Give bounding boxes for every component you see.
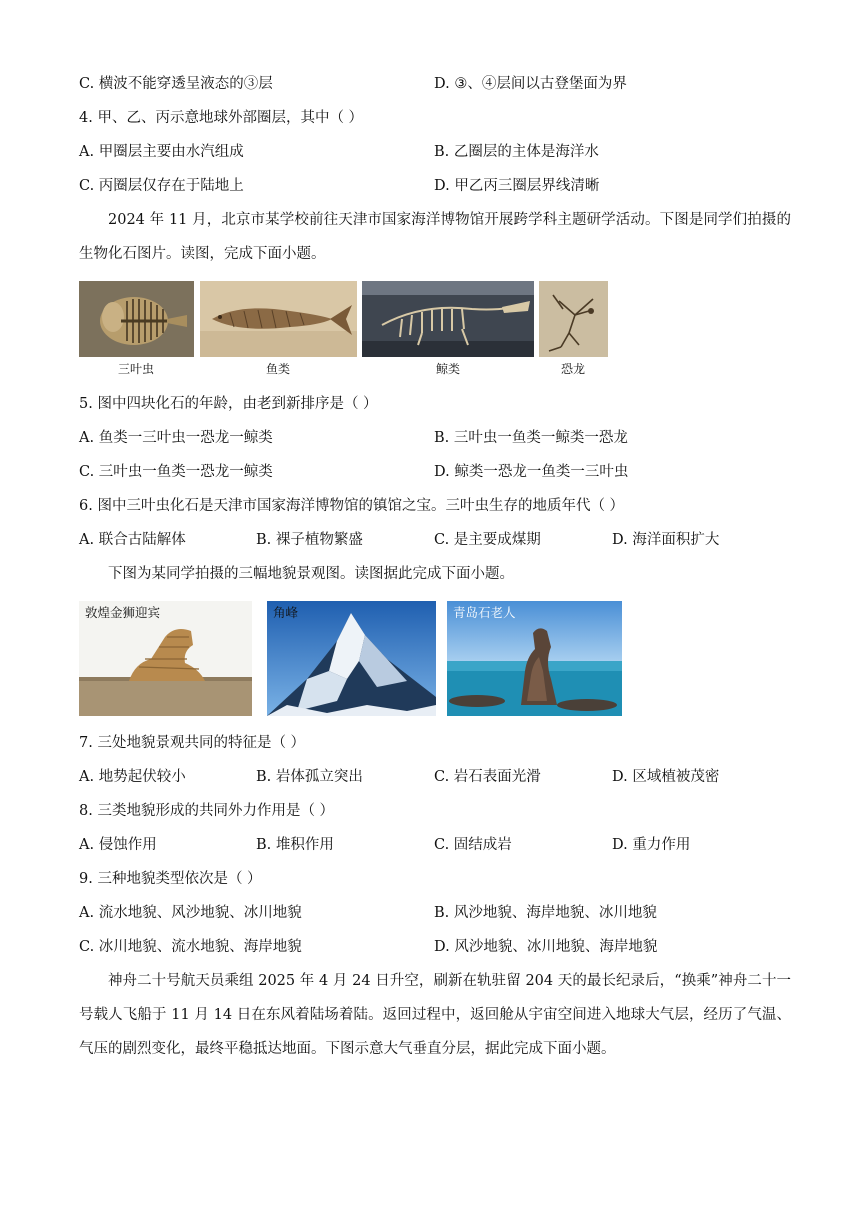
dinosaur-fossil-image	[539, 281, 608, 357]
qingdao-landform-image	[447, 601, 622, 716]
q6-option-a: A. 联合古陆解体	[79, 532, 186, 548]
intro-shenzhou-paragraph	[79, 964, 791, 1066]
q7-option-a: A. 地势起伏较小	[79, 769, 186, 785]
q6-option-c: C. 是主要成煤期	[434, 532, 541, 548]
fish-caption: 鱼类	[265, 362, 290, 376]
q3-option-d: D. ③、④层间以古登堡面为界	[434, 76, 627, 92]
intro-landform-paragraph	[79, 557, 791, 591]
dunhuang-landform-image	[79, 601, 252, 716]
whale-caption: 鲸类	[435, 362, 460, 376]
q3-option-c: C. 横波不能穿透呈液态的③层	[79, 76, 273, 92]
q8-option-b: B. 堆积作用	[256, 837, 334, 853]
q9-option-a: A. 流水地貌、风沙地貌、冰川地貌	[79, 905, 302, 921]
q5-stem: 5. 图中四块化石的年龄，由老到新排序是（ ）	[79, 396, 378, 412]
q5-option-d: D. 鲸类一恐龙一鱼类一三叶虫	[434, 464, 629, 480]
intro-fossil-paragraph	[79, 203, 791, 271]
intro-fossil-text: 2024 年 11 月，北京市某学校前往天津市国家海洋博物馆开展跨学科主题研学活动。下图是同学们拍摄的生物化石图片。读图，完成下面小题。	[79, 212, 791, 262]
q5-option-c: C. 三叶虫一鱼类一恐龙一鲸类	[79, 464, 273, 480]
horn-peak-image	[267, 601, 436, 716]
qingdao-label: 青岛石老人	[453, 605, 516, 620]
q4-option-a: A. 甲圈层主要由水汽组成	[79, 144, 244, 160]
q8-option-c: C. 固结成岩	[434, 837, 512, 853]
intro-landform-text: 下图为某同学拍摄的三幅地貌景观图。读图据此完成下面小题。	[108, 566, 514, 582]
q9-option-c: C. 冰川地貌、流水地貌、海岸地貌	[79, 939, 302, 955]
q9-option-d: D. 风沙地貌、冰川地貌、海岸地貌	[434, 939, 658, 955]
q6-option-b: B. 裸子植物繁盛	[256, 532, 363, 548]
q5-option-a: A. 鱼类一三叶虫一恐龙一鲸类	[79, 430, 273, 446]
horn-peak-label: 角峰	[273, 605, 299, 620]
fish-fossil-image	[200, 281, 357, 357]
q4-option-d: D. 甲乙丙三圈层界线清晰	[434, 178, 600, 194]
dunhuang-label: 敦煌金狮迎宾	[85, 605, 161, 620]
q7-option-b: B. 岩体孤立突出	[256, 769, 363, 785]
q8-option-a: A. 侵蚀作用	[79, 837, 157, 853]
q8-stem: 8. 三类地貌形成的共同外力作用是（ ）	[79, 803, 335, 819]
q6-option-d: D. 海洋面积扩大	[612, 532, 720, 548]
q7-option-c: C. 岩石表面光滑	[434, 769, 541, 785]
intro-shenzhou-text: 神舟二十号航天员乘组 2025 年 4 月 24 日升空，刷新在轨驻留 204 天的最长纪录后，“换乘”神舟二十一号载人飞船于 11 月 14 日在东风着陆场着陆。返回过程中，返回舱从宇宙空间进入地球大气层，经历了气温、气压的剧烈变化，最终平稳抵达地面。下图示意大气垂直分层，据此完成下面小题。	[79, 973, 791, 1057]
q7-stem: 7. 三处地貌景观共同的特征是（ ）	[79, 735, 306, 751]
q9-option-b: B. 风沙地貌、海岸地貌、冰川地貌	[434, 905, 657, 921]
q4-option-c: C. 丙圈层仅存在于陆地上	[79, 178, 244, 194]
q4-stem: 4. 甲、乙、丙示意地球外部圈层，其中（ ）	[79, 110, 364, 126]
q8-option-d: D. 重力作用	[612, 837, 691, 853]
q6-stem: 6. 图中三叶虫化石是天津市国家海洋博物馆的镇馆之宝。三叶虫生存的地质年代（ ）	[79, 498, 625, 514]
q7-option-d: D. 区域植被茂密	[612, 769, 720, 785]
whale-fossil-image	[362, 281, 534, 357]
q4-option-b: B. 乙圈层的主体是海洋水	[434, 144, 599, 160]
dinosaur-caption: 恐龙	[560, 362, 585, 376]
trilobite-caption: 三叶虫	[117, 362, 154, 376]
q9-stem: 9. 三种地貌类型依次是（ ）	[79, 871, 262, 887]
q5-option-b: B. 三叶虫一鱼类一鲸类一恐龙	[434, 430, 628, 446]
trilobite-fossil-image	[79, 281, 194, 357]
